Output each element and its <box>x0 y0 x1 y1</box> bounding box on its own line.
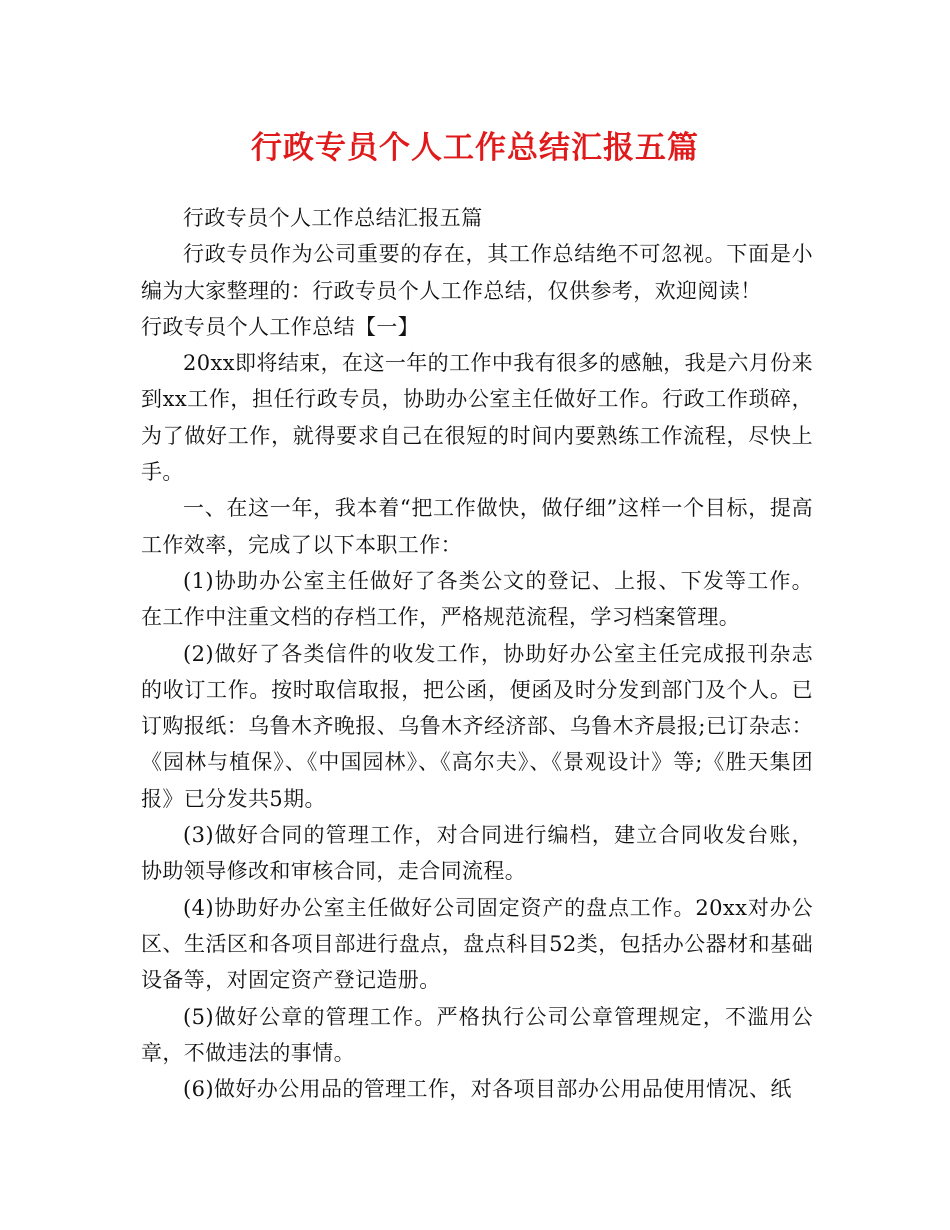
body-paragraph: (1)协助办公室主任做好了各类公文的登记、上报、下发等工作。在工作中注重文档的存档工作，严格规范流程，学习档案管理。 <box>141 568 813 630</box>
body-paragraph: (2)做好了各类信件的收发工作，协助好办公室主任完成报刊杂志的收订工作。按时取信取报，把公函，便函及时分发到部门及个人。已订购报纸：乌鲁木齐晚报、乌鲁木齐经济部、乌鲁木齐晨报;已订杂志：《园林与植保》、《中国园林》、《高尔夫》、《景观设计》等;《胜天集团报》已分发共5期。 <box>141 641 813 811</box>
body-paragraph: (4)协助好办公室主任做好公司固定资产的盘点工作。20xx对办公区、生活区和各项目部进行盘点，盘点科目52类，包括办公器材和基础设备等，对固定资产登记造册。 <box>141 895 813 993</box>
body-paragraph: (5)做好公章的管理工作。严格执行公司公章管理规定，不滥用公章，不做违法的事情。 <box>141 1004 813 1065</box>
document-title: 行政专员个人工作总结汇报五篇 <box>251 130 699 166</box>
body-paragraph: 行政专员作为公司重要的存在，其工作总结绝不可忽视。下面是小编为大家整理的：行政专员个人工作总结，仅供参考，欢迎阅读！ <box>141 242 813 303</box>
body-paragraph: 行政专员个人工作总结汇报五篇 <box>183 206 483 230</box>
body-paragraph: 行政专员个人工作总结【一】 <box>141 314 420 339</box>
body-paragraph: 20xx即将结束，在这一年的工作中我有很多的感触，我是六月份来到xx工作，担任行政专员，协助办公室主任做好工作。行政工作琐碎，为了做好工作，就得要求自己在很短的时间内要熟练工作流程，尽快上手。 <box>141 351 813 485</box>
document-body <box>141 200 813 1107</box>
body-paragraph: 一、在这一年，我本着“把工作做快，做仔细”这样一个目标，提高工作效率，完成了以下本职工作： <box>141 496 813 557</box>
body-paragraph: (6)做好办公用品的管理工作，对各项目部办公用品使用情况、纸 <box>183 1077 792 1102</box>
body-paragraph: (3)做好合同的管理工作，对合同进行编档，建立合同收发台账，协助领导修改和审核合同，走合同流程。 <box>141 823 813 884</box>
